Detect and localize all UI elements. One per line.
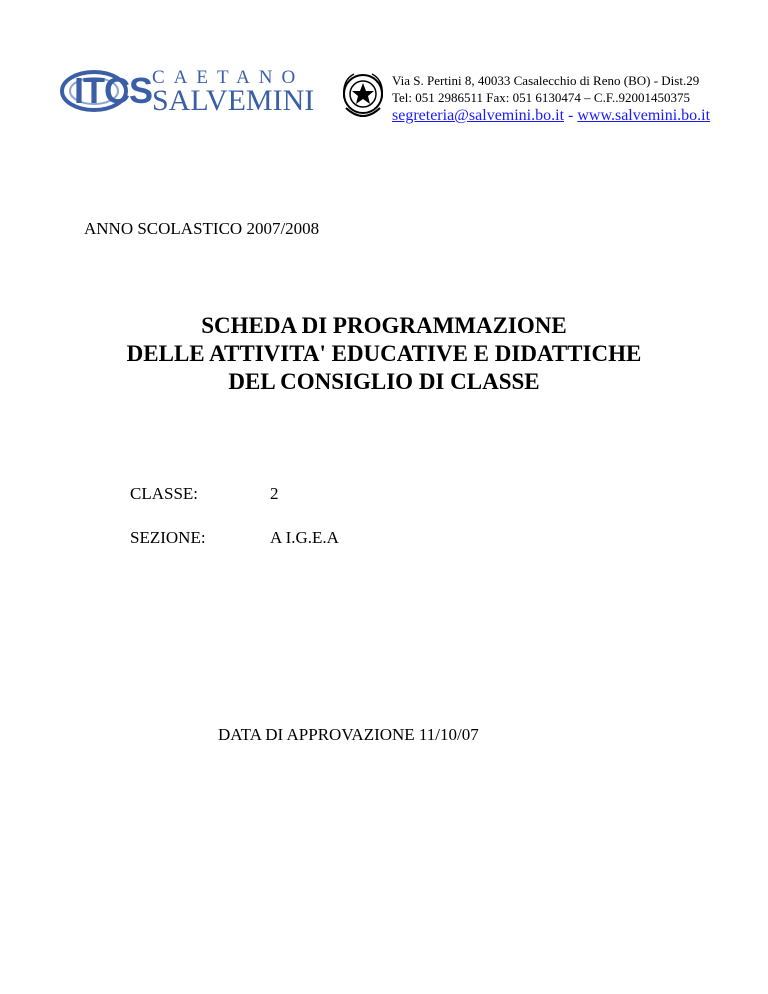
- contact-links: [392, 106, 732, 126]
- logo-mark: ITCS: [74, 70, 153, 111]
- website-link[interactable]: www.salvemini.bo.it: [577, 107, 711, 124]
- phone-line: Tel: 051 2986511 Fax: 051 6130474 – C.F..92001450375: [392, 90, 691, 105]
- title-line-1: SCHEDA DI PROGRAMMAZIONE: [201, 313, 567, 338]
- classe-value: 2: [270, 484, 279, 503]
- link-separator: -: [568, 107, 574, 124]
- sezione-label: SEZIONE:: [130, 528, 206, 547]
- classe-label: CLASSE:: [130, 484, 199, 503]
- email-link[interactable]: segreteria@salvemini.bo.it: [392, 107, 565, 124]
- title-line-3: DEL CONSIGLIO DI CLASSE: [228, 369, 540, 394]
- address-line: Via S. Pertini 8, 40033 Casalecchio di Reno (BO) - Dist.29: [392, 73, 700, 88]
- school-logo: [60, 64, 332, 124]
- title-line-2: DELLE ATTIVITA' EDUCATIVE E DIDATTICHE: [126, 341, 642, 366]
- approval-date: DATA DI APPROVAZIONE 11/10/07: [218, 725, 479, 744]
- sezione-row: [130, 528, 339, 548]
- sezione-value: A I.G.E.A: [270, 528, 339, 547]
- republic-emblem-icon: [340, 68, 386, 124]
- logo-name-main: SALVEMINI: [152, 84, 315, 117]
- classe-row: [130, 484, 279, 504]
- school-year: ANNO SCOLASTICO 2007/2008: [84, 219, 320, 238]
- document-title: [0, 312, 768, 396]
- school-contacts: [392, 72, 732, 126]
- logo-name-top: CAETANO: [152, 67, 305, 88]
